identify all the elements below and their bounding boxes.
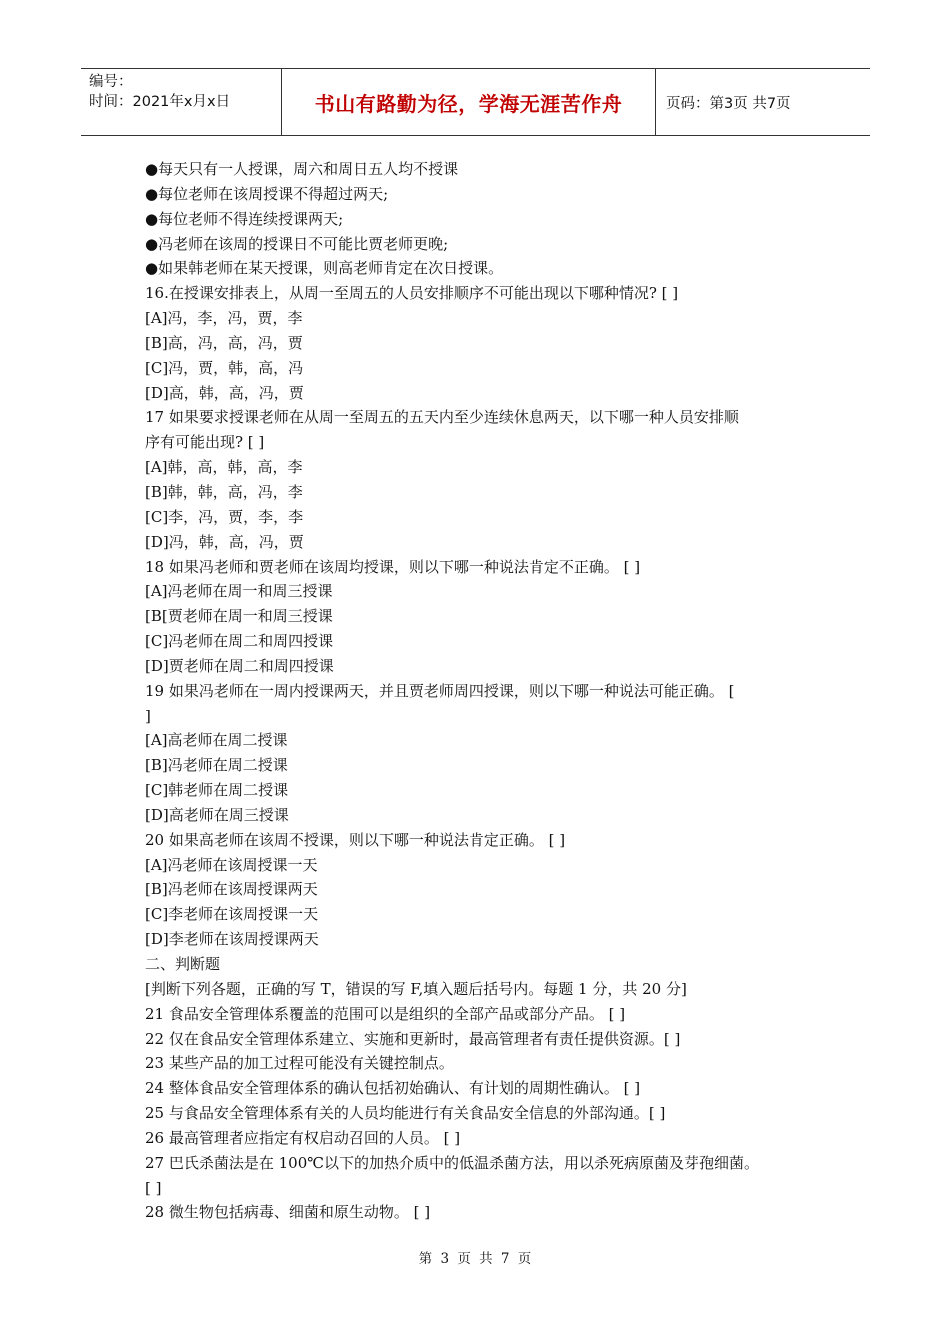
text-line: ●如果韩老师在某天授课，则高老师肯定在次日授课。 (145, 259, 504, 278)
question-25: 25 与食品安全管理体系有关的人员均能进行有关食品安全信息的外部沟通。[ ] (145, 1104, 666, 1123)
option: [D]高老师在周三授课 (145, 805, 289, 824)
question-19: 19 如果冯老师在一周内授课两天，并且贾老师周四授课，则以下哪一种说法可能正确。 [ (145, 681, 735, 700)
option: [B]高，冯，高，冯，贾 (145, 333, 303, 352)
option: [B[贾老师在周一和周三授课 (145, 607, 333, 626)
question-21: 21 食品安全管理体系覆盖的范围可以是组织的全部产品或部分产品。 [ ] (145, 1004, 626, 1023)
question-17: 17 如果要求授课老师在从周一至周五的五天内至少连续休息两天，以下哪一种人员安排顺 (145, 408, 739, 427)
question-19-cont: ] (145, 706, 151, 725)
option: [C]冯，贾，韩，高，冯 (145, 358, 304, 377)
option: [C]李，冯，贾，李，李 (145, 507, 304, 526)
question-24: 24 整体食品安全管理体系的确认包括初始确认、有计划的周期性确认。 [ ] (145, 1079, 641, 1098)
document-body (145, 157, 825, 1225)
code-label: 编号： (89, 74, 133, 90)
option: [B]韩，韩，高，冯，李 (145, 482, 303, 501)
option: [D]贾老师在周二和周四授课 (145, 656, 334, 675)
text-line: ●每天只有一人授课，周六和周日五人均不授课 (145, 160, 459, 178)
option: [D]冯，韩，高，冯，贾 (145, 532, 304, 551)
page-header (81, 68, 870, 136)
question-22: 22 仅在食品安全管理体系建立、实施和更新时，最高管理者有责任提供资源。[ ] (145, 1029, 681, 1048)
header-meta (81, 69, 281, 135)
section-instructions: [判断下列各题，正确的写 T，错误的写 F,填入题后括号内。每题 1 分，共 20 分] (145, 979, 687, 998)
option: [C]韩老师在周二授课 (145, 781, 289, 800)
text-line: ●每位老师在该周授课不得超过两天; (145, 184, 389, 203)
option: [A]冯老师在该周授课一天 (145, 855, 318, 874)
option: [B]冯老师在该周授课两天 (145, 880, 318, 899)
question-28: 28 微生物包括病毒、细菌和原生动物。 [ ] (145, 1203, 431, 1222)
option: [A]冯老师在周一和周三授课 (145, 582, 333, 601)
time-label: 时间：2021年x月x日 (89, 94, 231, 110)
question-23: 23 某些产品的加工过程可能没有关键控制点。 (145, 1054, 454, 1073)
option: [A]冯，李，冯，贾，李 (145, 309, 303, 328)
question-26: 26 最高管理者应指定有权启动召回的人员。 [ ] (145, 1128, 461, 1147)
option: [B]冯老师在周二授课 (145, 756, 288, 775)
question-18: 18 如果冯老师和贾老师在该周均授课，则以下哪一种说法肯定不正确。 [ ] (145, 557, 641, 576)
option: [C]李老师在该周授课一天 (145, 905, 319, 924)
text-line: ●冯老师在该周的授课日不可能比贾老师更晚; (145, 234, 449, 253)
section-heading: 二、判断题 (145, 955, 221, 973)
option: [D]李老师在该周授课两天 (145, 930, 319, 949)
option: [C]冯老师在周二和周四授课 (145, 632, 334, 651)
option: [D]高，韩，高，冯，贾 (145, 383, 304, 402)
page-info: 页码：第3页 共7页 (666, 95, 791, 112)
header-motto-cell (281, 69, 656, 135)
question-27-cont: [ ] (145, 1178, 162, 1197)
option: [A]韩，高，韩，高，李 (145, 458, 303, 477)
page-footer: 第 3 页 共 7 页 (418, 1251, 532, 1267)
question-17-cont: 序有可能出现? [ ] (145, 433, 265, 452)
header-page-info (656, 69, 870, 135)
option: [A]高老师在周二授课 (145, 731, 288, 750)
text-line: ●每位老师不得连续授课两天; (145, 209, 344, 228)
question-16: 16.在授课安排表上，从周一至周五的人员安排顺序不可能出现以下哪种情况? [ ] (145, 284, 679, 303)
question-27: 27 巴氏杀菌法是在 100℃以下的加热介质中的低温杀菌方法，用以杀死病原菌及芽孢细菌。 (145, 1153, 760, 1172)
question-20: 20 如果高老师在该周不授课，则以下哪一种说法肯定正确。 [ ] (145, 830, 566, 849)
motto: 书山有路勤为径，学海无涯苦作舟 (314, 91, 623, 116)
